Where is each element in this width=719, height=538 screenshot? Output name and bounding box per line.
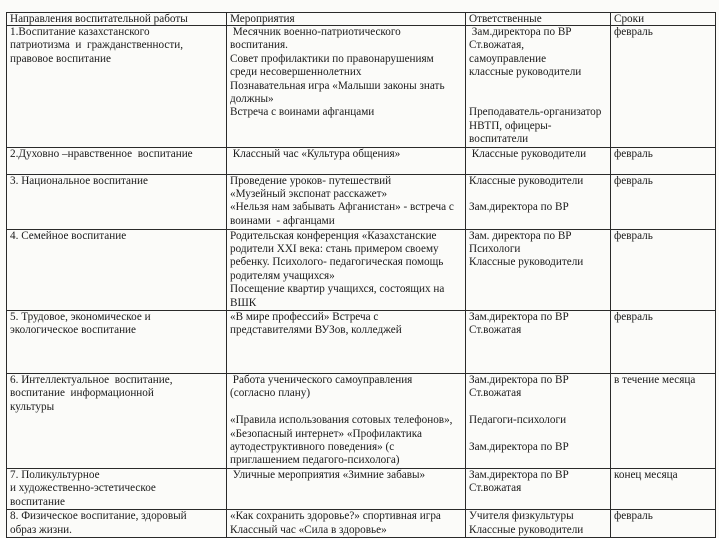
responsible-cell-line: Зам.директора по ВР (469, 374, 569, 387)
events-cell (227, 26, 466, 148)
responsible-cell-line: классные руководители (469, 66, 582, 79)
responsible-cell-line: Зам.директора по ВР (469, 311, 569, 324)
document-sheet (6, 12, 715, 538)
responsible-cell (466, 26, 611, 148)
deadline-cell (611, 510, 716, 538)
direction-cell-line: 2.Духовно –нравственное воспитание (10, 147, 193, 160)
direction-cell (7, 374, 227, 469)
responsible-cell-line: Ст.вожатая (469, 324, 522, 337)
responsible-cell-line: Классные руководители (469, 256, 584, 269)
responsible-cell-line: самоуправление (469, 52, 547, 65)
responsible-cell-line (469, 80, 607, 93)
direction-cell-line: 4. Семейное воспитание (10, 229, 127, 242)
responsible-cell-line (469, 93, 607, 106)
responsible-cell-line: Ст.вожатая, (469, 39, 525, 52)
responsible-cell (466, 311, 611, 374)
events-cell-line: «Правила использования сотовых телефонов», (230, 414, 453, 427)
responsible-cell-line: Классные руководители (469, 523, 584, 536)
direction-cell-line: образ жизни. (10, 523, 72, 536)
table-row (7, 229, 716, 310)
events-cell-line: воинами - афганцами (230, 214, 335, 227)
events-cell-line: «Музейный экспонат расскажет» (230, 188, 388, 201)
events-cell-line: Познавательная игра «Малыши законы знать (230, 79, 445, 92)
responsible-cell (466, 374, 611, 469)
responsible-cell-line: НВТП, офицеры-воспитатели (469, 119, 552, 146)
responsible-cell-line: Зам.директора по ВР (469, 26, 572, 38)
events-cell-line: родители XXI века: стань примером своему (230, 243, 439, 256)
events-cell-line: представителями ВУЗов, колледжей (230, 324, 402, 337)
events-cell-line (230, 401, 462, 414)
responsible-cell-line: Зам.директора по ВР (469, 441, 569, 454)
events-cell (227, 311, 466, 374)
direction-cell-line: культуры (10, 400, 55, 413)
responsible-cell (466, 469, 611, 510)
responsible-cell (466, 510, 611, 538)
events-cell-line: Совет профилактики по правонарушениям (230, 52, 434, 65)
responsible-cell-line: Психологи (469, 243, 521, 256)
deadline-cell (611, 229, 716, 310)
events-cell-line: Проведение уроков- путешествий (230, 174, 392, 187)
events-cell-line: Родительская конференция «Казахстанские (230, 229, 437, 242)
events-cell-line: (согласно плану) (230, 387, 311, 400)
events-cell-line: «В мире профессий» Встреча с (230, 311, 379, 324)
responsible-cell-line: Преподаватель-организатор (469, 106, 602, 119)
events-cell-line: Посещение квартир учащихся, состоящих на (230, 283, 445, 296)
direction-cell (7, 26, 227, 148)
events-cell (227, 510, 466, 538)
table-row (7, 174, 716, 229)
events-cell (227, 469, 466, 510)
direction-cell-line: экологическое воспитание (10, 324, 137, 337)
events-cell-line: приглашением педагого-психолога) (230, 454, 400, 467)
deadline-value: конец месяца (614, 469, 678, 482)
events-cell (227, 174, 466, 229)
table-row (7, 374, 716, 469)
direction-cell-line: 8. Физическое воспитание, здоровый (10, 510, 187, 523)
events-cell-line: «Как сохранить здоровье?» спортивная игра (230, 510, 441, 523)
events-cell (227, 229, 466, 310)
direction-cell-line: и художественно-эстетическое (10, 482, 156, 495)
table-header-row (7, 13, 716, 26)
events-cell-line: Встреча с воинами афганцами (230, 106, 375, 119)
responsible-cell-line: Ст.вожатая (469, 387, 522, 400)
deadline-value: февраль (614, 147, 653, 160)
responsible-cell-line: Учителя физкультуры (469, 510, 574, 523)
direction-cell (7, 469, 227, 510)
direction-cell (7, 147, 227, 174)
deadline-cell (611, 374, 716, 469)
responsible-cell (466, 229, 611, 310)
direction-cell-line: 1.Воспитание казахстанского (10, 26, 150, 38)
deadline-value: февраль (614, 510, 653, 523)
events-cell-line: Месячник военно-патриотического (230, 26, 401, 38)
responsible-cell-line: Зам. директора по ВР (469, 229, 572, 242)
deadline-value: февраль (614, 311, 653, 324)
deadline-cell (611, 311, 716, 374)
deadline-value: февраль (614, 229, 653, 242)
responsible-cell-line: Зам.директора по ВР (469, 201, 569, 214)
events-cell (227, 374, 466, 469)
direction-cell (7, 510, 227, 538)
direction-cell-line: 6. Интеллектуальное воспитание, (10, 374, 173, 387)
events-cell (227, 147, 466, 174)
direction-cell (7, 311, 227, 374)
responsible-cell-line: Педагоги-психологи (469, 414, 567, 427)
events-cell-line: Работа ученического самоуправления (230, 374, 413, 387)
deadline-cell (611, 147, 716, 174)
events-cell-line: воспитания. (230, 39, 288, 52)
table-row (7, 26, 716, 148)
table-row (7, 510, 716, 538)
events-cell-line: Уличные мероприятия «Зимние забавы» (230, 469, 426, 482)
events-cell-line: Классный час «Культура общения» (230, 147, 401, 160)
table-row (7, 147, 716, 174)
deadline-value: февраль (614, 174, 653, 187)
deadline-cell (611, 469, 716, 510)
direction-cell (7, 229, 227, 310)
responsible-cell-line: Классные руководители (469, 174, 584, 187)
direction-cell-line: правовое воспитание (10, 52, 111, 65)
responsible-cell (466, 147, 611, 174)
events-cell-line: родителям учащихся» (230, 269, 335, 282)
direction-cell-line: 5. Трудовое, экономическое и (10, 311, 151, 324)
header-deadline: Сроки (611, 13, 716, 26)
events-cell-line: ВШК (230, 296, 257, 309)
education-plan-table (6, 12, 716, 538)
events-cell-line: Классный час «Сила в здоровье» (230, 523, 387, 536)
header-direction: Направления воспитательной работы (7, 13, 227, 26)
events-cell-line: среди несовершеннолетних (230, 66, 362, 79)
events-cell-line: «Безопасный интернет» «Профилактика (230, 427, 422, 440)
header-events: Мероприятия (227, 13, 466, 26)
responsible-cell-line (469, 428, 607, 441)
responsible-cell-line: Зам.директора по ВР Ст.вожатая (469, 469, 572, 495)
direction-cell-line: воспитание (10, 495, 65, 508)
table-row (7, 311, 716, 374)
direction-cell-line: патриотизма и гражданственности, (10, 39, 184, 52)
direction-cell (7, 174, 227, 229)
responsible-cell-line (469, 401, 607, 414)
events-cell-line: «Нельзя нам забывать Афганистан» - встреча с (230, 201, 454, 214)
direction-cell-line: воспитание информационной (10, 387, 154, 400)
responsible-cell-line (469, 188, 607, 201)
responsible-cell (466, 174, 611, 229)
events-cell-line: должны» (230, 93, 274, 106)
direction-cell-line: 3. Национальное воспитание (10, 174, 148, 187)
events-cell-line: аутодеструктивного поведения» (с (230, 441, 395, 454)
deadline-cell (611, 26, 716, 148)
header-responsible: Ответственные (466, 13, 611, 26)
deadline-value: в течение месяца (614, 374, 696, 387)
responsible-cell-line: Классные руководители (469, 147, 587, 160)
direction-cell-line: 7. Поликультурное (10, 469, 100, 482)
events-cell-line: ребенку. Психолого- педагогическая помощь (230, 256, 444, 269)
deadline-cell (611, 174, 716, 229)
deadline-value: февраль (614, 26, 653, 38)
table-row (7, 469, 716, 510)
